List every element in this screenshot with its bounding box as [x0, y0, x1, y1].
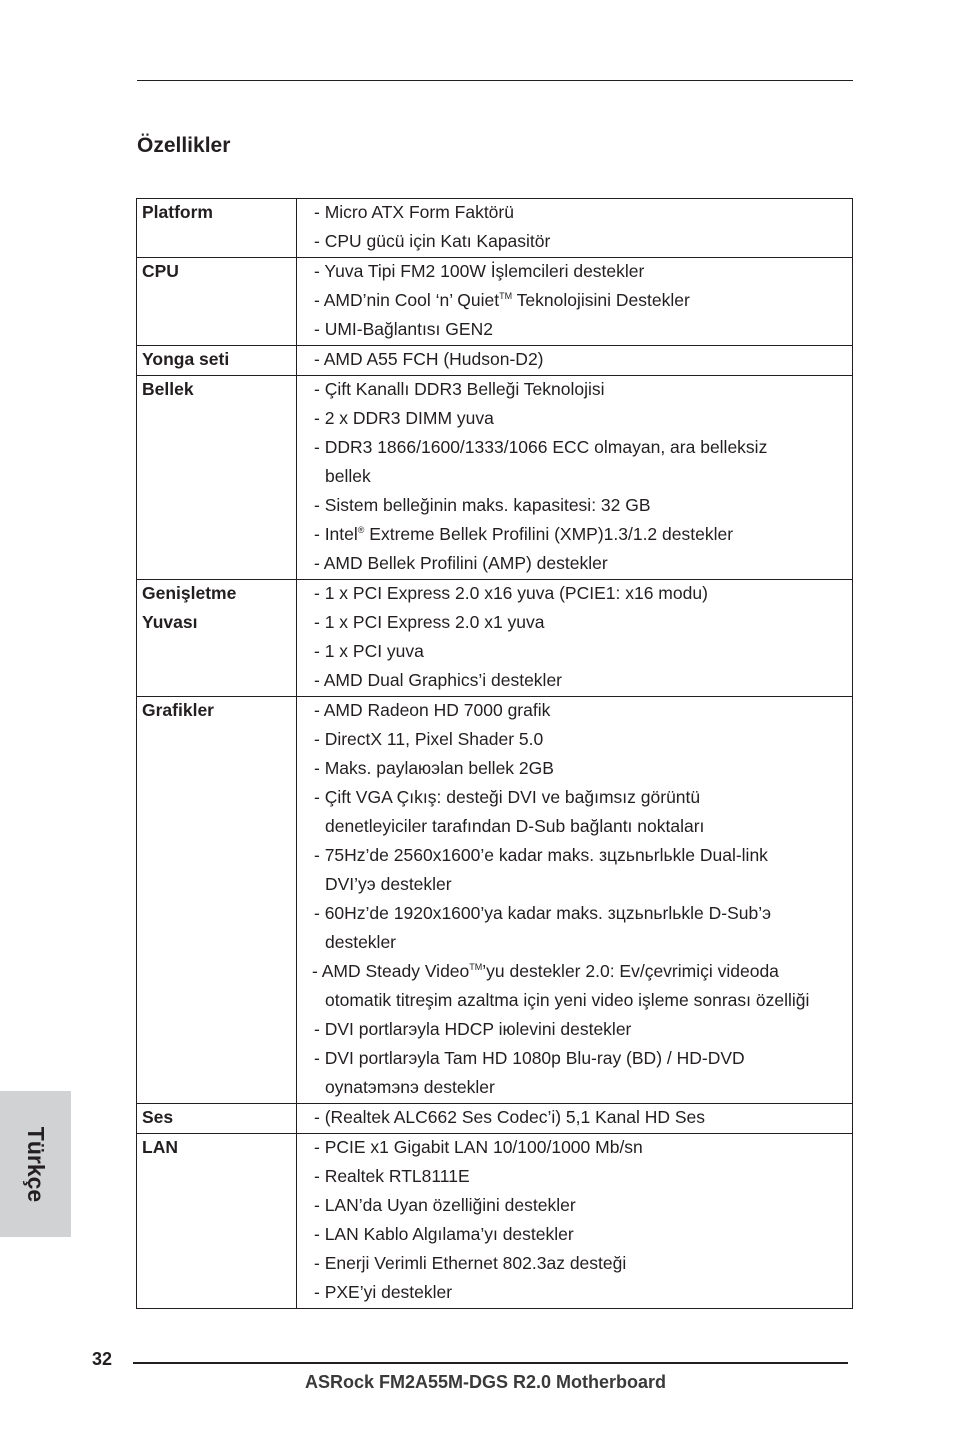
spec-item — [314, 755, 852, 784]
spec-item-text: - AMD’nin Cool ‘n’ Quiet — [314, 290, 500, 310]
spec-item-text: destekler — [325, 932, 397, 952]
spec-label-cell — [137, 580, 297, 697]
spec-item-text: - DVI portlarэyla HDCP iюlevini destekler — [314, 1019, 632, 1039]
spec-item — [314, 199, 852, 228]
spec-item-text: - Micro ATX Form Faktörü — [314, 202, 514, 222]
spec-label-cell — [137, 697, 297, 1104]
spec-label-cell — [137, 346, 297, 376]
spec-item-text: - 75Hz’de 2560x1600’e kadar maks. зцzьnьrlьkle Dual-link — [314, 845, 768, 865]
spec-row — [137, 1134, 853, 1309]
spec-item-text: - CPU gücü için Katı Kapasitör — [314, 231, 551, 251]
spec-label: Ses — [142, 1107, 174, 1127]
spec-item-text: ’yu destekler 2.0: Ev/çevrimiçi videoda — [482, 961, 779, 981]
spec-values-cell — [297, 376, 853, 580]
spec-item — [314, 1074, 852, 1103]
spec-label-cell — [137, 376, 297, 580]
spec-item-text: - Realtek RTL8111E — [314, 1166, 470, 1186]
footer-title: ASRock FM2A55M-DGS R2.0 Motherboard — [305, 1372, 667, 1392]
spec-item — [314, 346, 852, 375]
spec-item-text: - AMD Steady Video — [312, 961, 470, 981]
spec-item-text: - 1 x PCI Express 2.0 x1 yuva — [314, 612, 545, 632]
language-tab-label: Türkçe — [23, 1126, 49, 1202]
spec-item — [314, 550, 852, 579]
spec-item-text: - UMI-Bağlantısı GEN2 — [314, 319, 493, 339]
spec-item — [314, 1163, 852, 1192]
spec-item-text: - AMD Bellek Profilini (AMP) destekler — [314, 553, 608, 573]
spec-item — [314, 1134, 852, 1163]
spec-item-text: - Sistem belleğinin maks. kapasitesi: 32 GB — [314, 495, 651, 515]
spec-item — [314, 405, 852, 434]
spec-item — [314, 667, 852, 696]
language-tab — [0, 1091, 71, 1237]
spec-item-text: Teknolojisini Destekler — [512, 290, 690, 310]
spec-item-text: Extreme Bellek Profilini (XMP)1.3/1.2 destekler — [364, 524, 734, 544]
top-rule — [137, 80, 853, 81]
spec-item — [314, 1104, 852, 1133]
spec-item — [314, 609, 852, 638]
spec-item — [314, 1250, 852, 1279]
page-number: 32 — [92, 1349, 113, 1369]
spec-item — [314, 228, 852, 257]
spec-item-text: - AMD A55 FCH (Hudson-D2) — [314, 349, 544, 369]
spec-item-text: - Intel — [314, 524, 358, 544]
spec-item-text: - Enerji Verimli Ethernet 802.3az desteği — [314, 1253, 627, 1273]
spec-label: Yonga seti — [142, 349, 230, 369]
spec-item — [314, 842, 852, 871]
spec-item — [314, 258, 852, 287]
spec-item-text: bellek — [325, 466, 371, 486]
spec-item-text: - Çift VGA Çıkış: desteği DVI ve bağımsız görüntü — [314, 787, 701, 807]
spec-item-text: - Yuva Tipi FM2 100W İşlemcileri destekler — [314, 261, 645, 281]
spec-values-cell — [297, 580, 853, 697]
spec-item — [314, 726, 852, 755]
spec-label: Platform — [142, 202, 213, 222]
spec-item-text: - Çift Kanallı DDR3 Belleği Teknolojisi — [314, 379, 605, 399]
spec-item — [314, 492, 852, 521]
spec-values-cell — [297, 258, 853, 346]
spec-row — [137, 580, 853, 697]
spec-item-text: otomatik titreşim azaltma için yeni video işleme sonrası özelliği — [325, 990, 810, 1010]
superscript-mark: TM — [499, 291, 513, 301]
spec-row — [137, 346, 853, 376]
spec-item-text: - 60Hz’de 1920x1600’ya kadar maks. зцzьnьrlьkle D-Sub’э — [314, 903, 772, 923]
spec-label-cell — [137, 258, 297, 346]
spec-item-text: - LAN’da Uyan özelliğini destekler — [314, 1195, 576, 1215]
spec-item — [314, 287, 852, 316]
spec-item-text: - PXE’yi destekler — [314, 1282, 453, 1302]
spec-item-text: - DirectX 11, Pixel Shader 5.0 — [314, 729, 544, 749]
spec-item — [314, 463, 852, 492]
spec-row — [137, 199, 853, 258]
section-title: Özellikler — [137, 134, 231, 157]
spec-item-text: - AMD Dual Graphics’i destekler — [314, 670, 562, 690]
spec-values-cell — [297, 199, 853, 258]
spec-item-text: - LAN Kablo Algılama’yı destekler — [314, 1224, 574, 1244]
spec-label: Yuvası — [142, 612, 198, 632]
spec-item — [314, 697, 852, 726]
spec-item — [314, 871, 852, 900]
spec-item — [314, 434, 852, 463]
spec-item-text: - 1 x PCI yuva — [314, 641, 424, 661]
spec-item-text: - DVI portlarэyla Tam HD 1080p Blu-ray (BD) / HD-DVD — [314, 1048, 745, 1068]
spec-item-text: - 2 x DDR3 DIMM yuva — [314, 408, 494, 428]
specifications-table — [136, 198, 853, 1309]
spec-label-cell — [137, 1104, 297, 1134]
spec-item-text: - (Realtek ALC662 Ses Codec’i) 5,1 Kanal HD Ses — [314, 1107, 706, 1127]
spec-item — [314, 521, 852, 550]
spec-row — [137, 1104, 853, 1134]
spec-item — [314, 316, 852, 345]
spec-label-cell — [137, 1134, 297, 1309]
spec-item — [314, 580, 852, 609]
spec-item — [314, 900, 852, 929]
spec-label: Bellek — [142, 379, 194, 399]
spec-item — [314, 1016, 852, 1045]
spec-label-cell — [137, 199, 297, 258]
spec-label: CPU — [142, 261, 179, 281]
spec-item — [314, 813, 852, 842]
spec-item — [314, 1279, 852, 1308]
spec-label: Grafikler — [142, 700, 214, 720]
spec-item — [314, 638, 852, 667]
spec-item — [314, 1221, 852, 1250]
spec-item-text: - Maks. paylaюэlan bellek 2GB — [314, 758, 554, 778]
spec-values-cell — [297, 1104, 853, 1134]
spec-values-cell — [297, 697, 853, 1104]
spec-item — [314, 1045, 852, 1074]
spec-item — [314, 929, 852, 958]
spec-label: LAN — [142, 1137, 178, 1157]
spec-label: Genişletme — [142, 583, 237, 603]
spec-values-cell — [297, 346, 853, 376]
spec-item — [314, 987, 852, 1016]
superscript-mark: ® — [357, 525, 365, 535]
spec-item-text: DVI’yэ destekler — [325, 874, 452, 894]
spec-row — [137, 258, 853, 346]
spec-item — [314, 376, 852, 405]
spec-row — [137, 697, 853, 1104]
spec-item-text: oynatэmэnэ destekler — [325, 1077, 495, 1097]
spec-row — [137, 376, 853, 580]
spec-item-text: - DDR3 1866/1600/1333/1066 ECC olmayan, ara belleksiz — [314, 437, 768, 457]
spec-item-text: - 1 x PCI Express 2.0 x16 yuva (PCIE1: x16 modu) — [314, 583, 708, 603]
spec-values-cell — [297, 1134, 853, 1309]
bottom-rule — [133, 1362, 848, 1364]
spec-item-text: - PCIE x1 Gigabit LAN 10/100/1000 Mb/sn — [314, 1137, 643, 1157]
spec-item-text: - AMD Radeon HD 7000 grafik — [314, 700, 551, 720]
spec-item-text: denetleyiciler tarafından D-Sub bağlantı noktaları — [325, 816, 705, 836]
spec-item — [312, 958, 852, 987]
spec-item — [314, 784, 852, 813]
spec-item — [314, 1192, 852, 1221]
superscript-mark: TM — [469, 962, 483, 972]
